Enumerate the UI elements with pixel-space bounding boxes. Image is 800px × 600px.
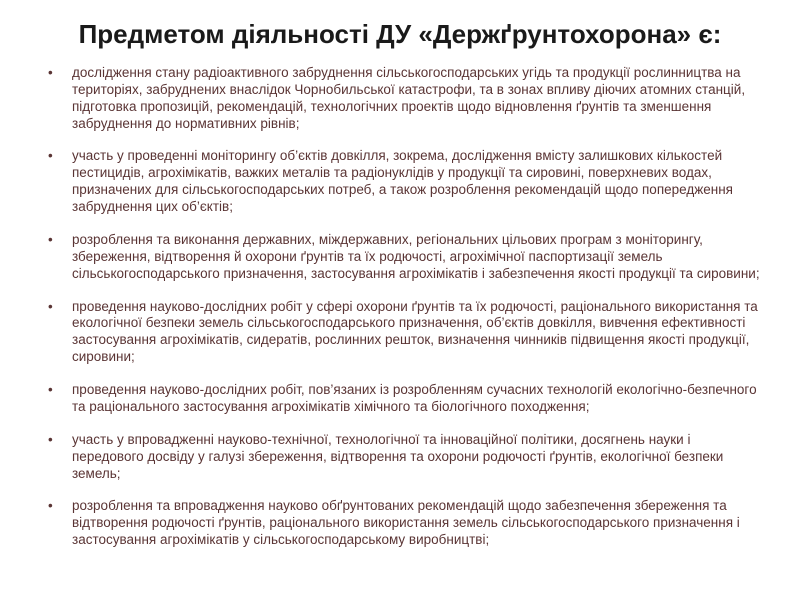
bullet-text: проведення науково-дослідних робіт у сфері охорони ґрунтів та їх родючості, раціонального використання та екологічної безпеки земель сільськогосподарського призначення, об’єктів довкілля, вивчення ефективності застосування агрохімікатів, сидератів, рослинних решток, визначення чинників підвищення якості продукції, сировини; — [72, 298, 758, 365]
bullet-item — [48, 498, 764, 549]
bullet-item — [48, 432, 764, 483]
bullet-item — [48, 148, 764, 216]
bullet-list — [0, 65, 800, 549]
bullet-text: дослідження стану радіоактивного забруднення сільськогосподарських угідь та продукції рослинництва на територіях, забруднених внаслідок Чорнобильської катастрофи, та в зонах впливу діючих атомних станцій, підготовка пропозицій, рекомендацій, технологічних проектів щодо відновлення ґрунтів та зменшення забруднення до нормативних рівнів; — [72, 64, 746, 131]
bullet-text: розроблення та впровадження науково обґрунтованих рекомендацій щодо забезпечення збереження та відтворення родючості ґрунтів, раціонального використання земель сільськогосподарського призначення і застосування агрохімікатів у сільськогосподарському виробництві; — [72, 498, 740, 548]
bullet-marker-icon: • — [48, 431, 53, 447]
slide-title: Предметом діяльності ДУ «Держґрунтохорона» є: — [78, 19, 722, 49]
bullet-item — [48, 232, 764, 283]
bullet-text: участь у впровадженні науково-технічної, технологічної та інноваційної політики, досягнень науки і передового досвіду у галузі збереження, відтворення та охорони родючості ґрунтів, екологічної безпеки земель; — [72, 431, 724, 481]
bullet-text: проведення науково-дослідних робіт, пов’язаних із розробленням сучасних технологій екологічно-безпечного та раціонального застосування агрохімікатів хімічного та біологічного походження; — [72, 382, 757, 414]
bullet-marker-icon: • — [48, 231, 53, 247]
bullet-marker-icon: • — [48, 498, 53, 514]
bullet-item — [48, 382, 764, 416]
bullet-marker-icon: • — [48, 382, 53, 398]
bullet-item — [48, 65, 764, 133]
bullet-item — [48, 299, 764, 367]
bullet-marker-icon: • — [48, 148, 53, 164]
bullet-text: участь у проведенні моніторингу об’єктів довкілля, зокрема, дослідження вмісту залишкових кількостей пестицидів, агрохімікатів, важких металів та радіонуклідів у продукції та сировині, поверхневих водах, призначених для сільськогосподарських потреб, а також розроблення рекомендацій щодо попередження забруднення цих об’єктів; — [72, 148, 733, 215]
bullet-marker-icon: • — [48, 64, 53, 80]
bullet-marker-icon: • — [48, 298, 53, 314]
bullet-text: розроблення та виконання державних, міждержавних, регіональних цільових програм з моніторингу, збереження, відтворення й охорони ґрунтів та їх родючості, агрохімічної паспортизації земель сільськогосподарського призначення, застосування агрохімікатів і забезпечення якості продукції та сировини; — [72, 231, 760, 281]
